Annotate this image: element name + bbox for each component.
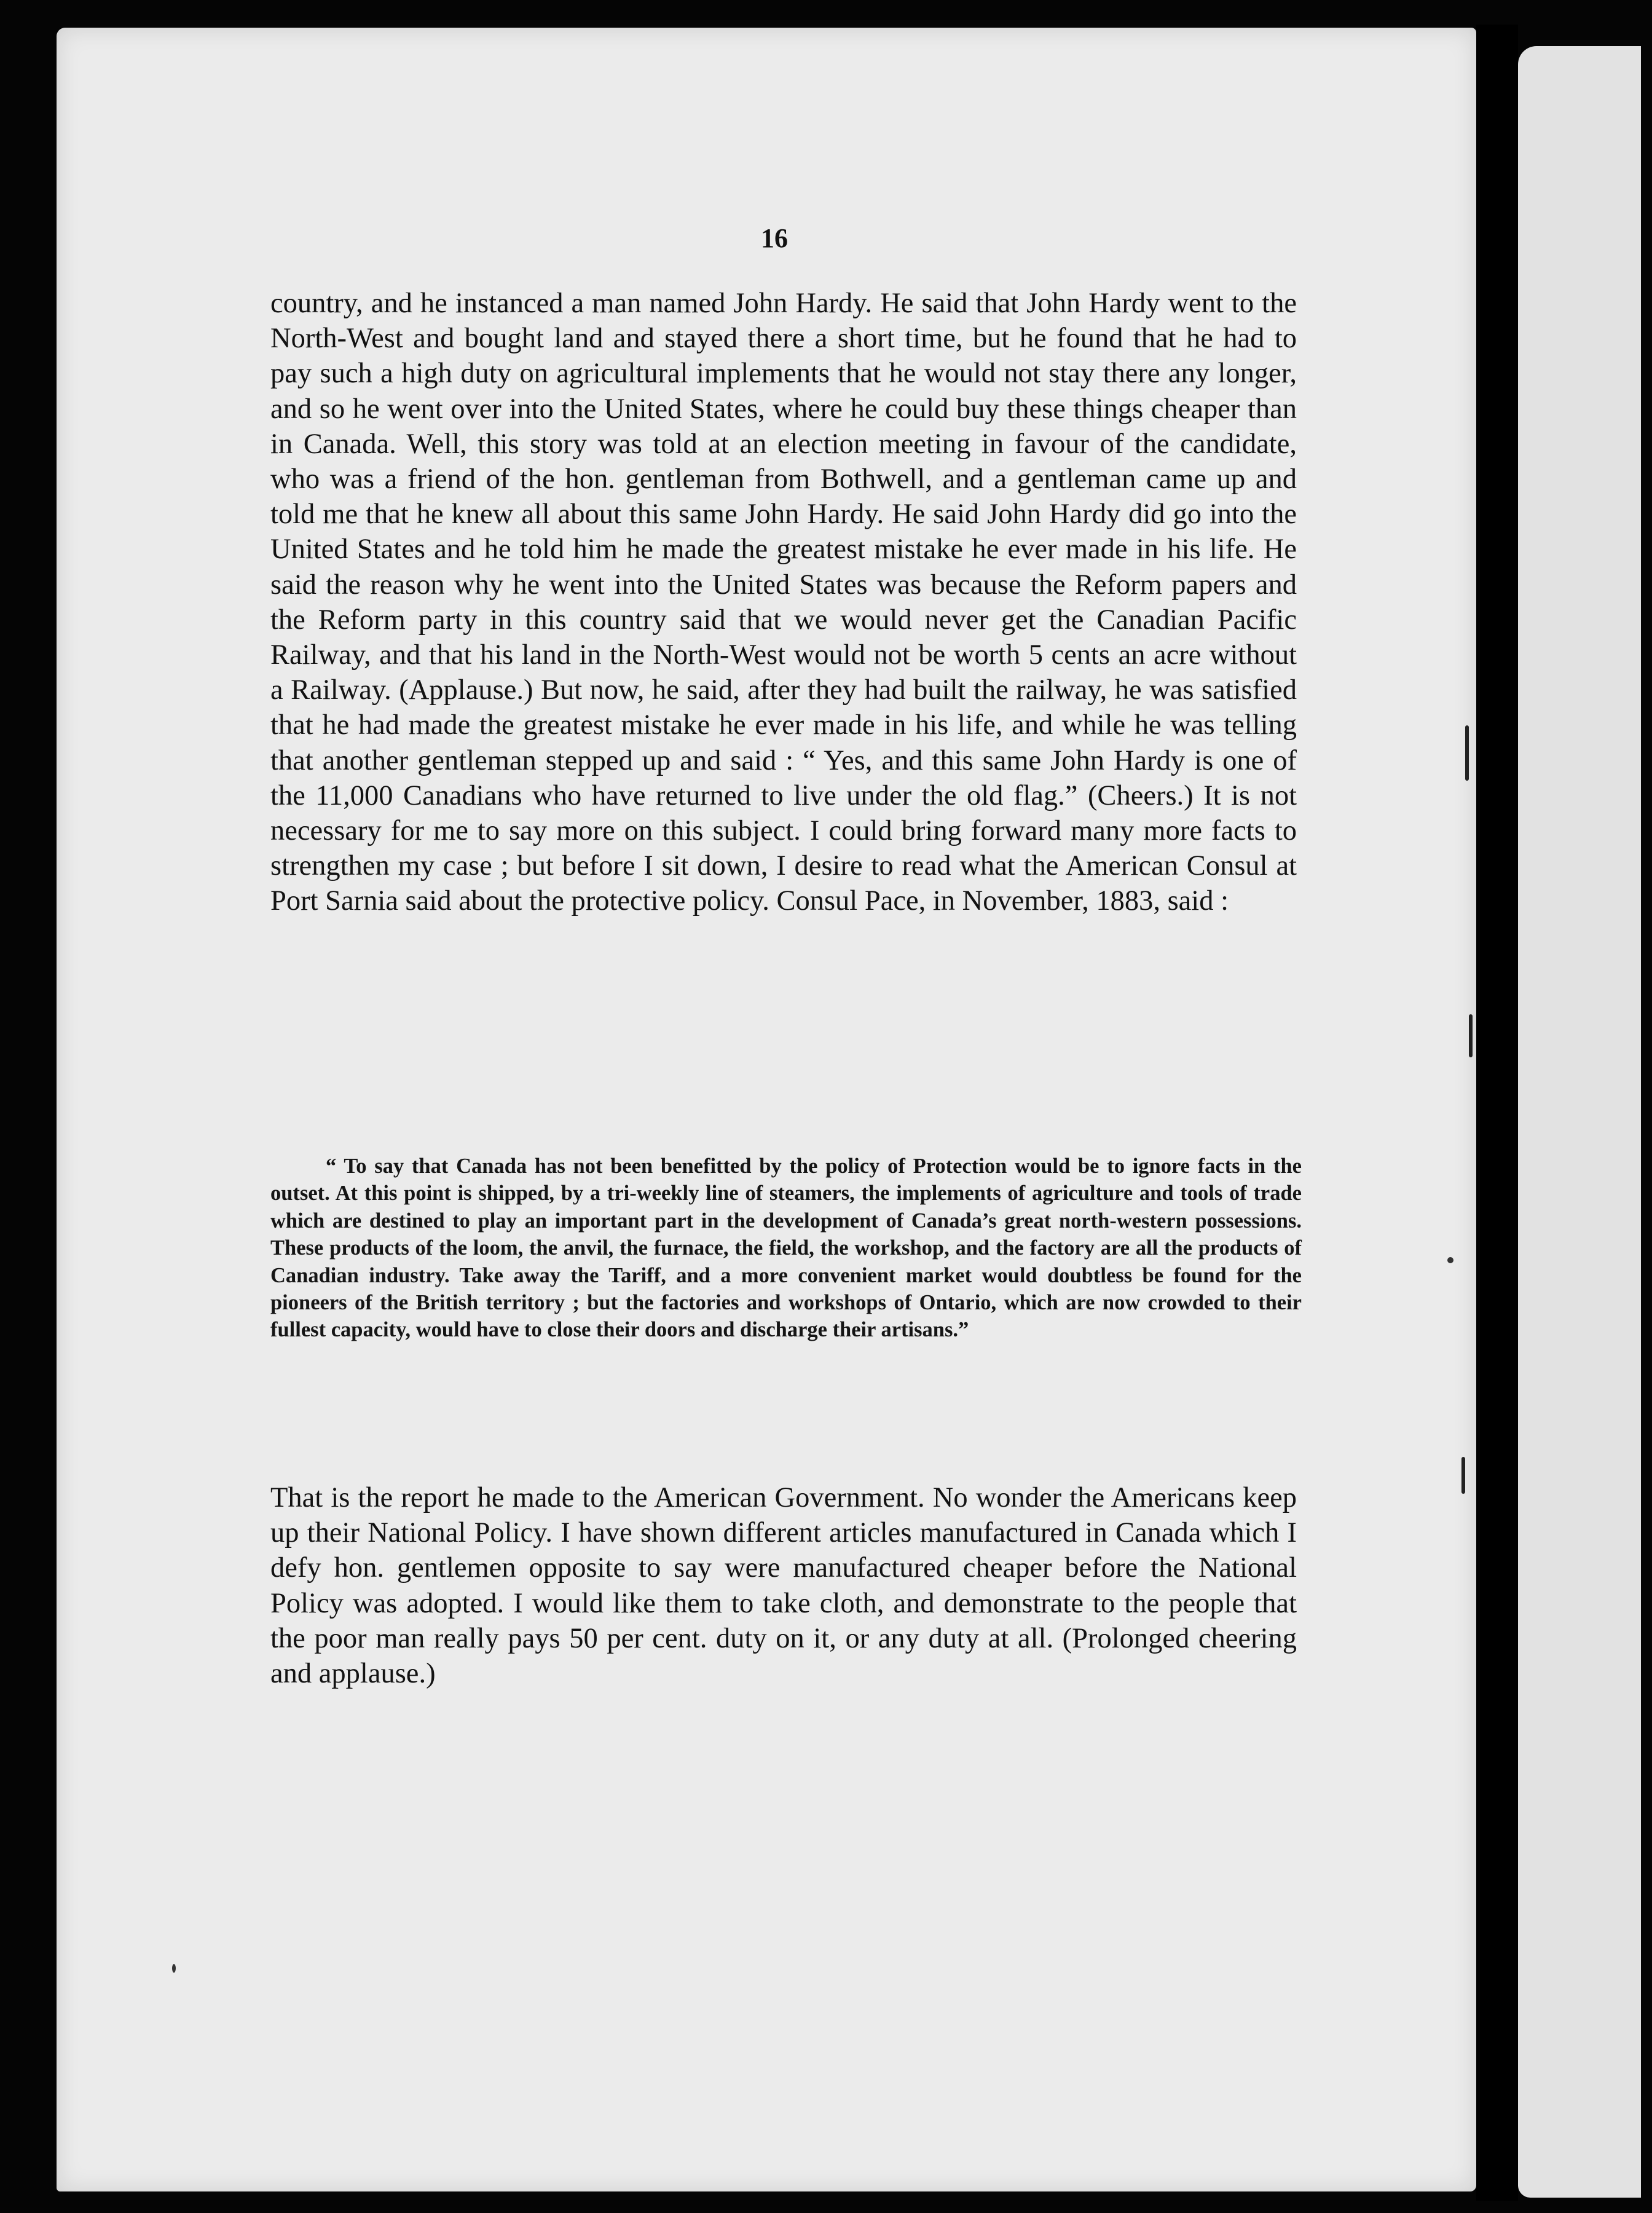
scan-speck — [172, 1964, 176, 1973]
closing-paragraph: That is the report he made to the American Government. No wonder the Americans keep up their National Policy. I have shown different articles manufactured in Canada which I defy hon. gentlemen opposite to say were manufactured cheaper before the National Policy was adopted. I would like them to take cloth, and demonstrate to the people that the poor man really pays 50 per cent. duty on it, or any duty at all. (Prolonged cheering and applause.) — [270, 1482, 1297, 1690]
scan-speck — [1447, 1257, 1453, 1263]
binding-stitch-mark — [1465, 725, 1469, 781]
binding-stitch-mark — [1461, 1457, 1465, 1494]
page-number: 16 — [761, 223, 788, 253]
block-quote: “ To say that Canada has not been benefitted by the policy of Protection would be to ignore facts in the outset. At this point is shipped, by a tri-weekly line of steamers, the implements of agriculture and tools of trade which are destined to play an important part in the development of Canada’s great north-western possessions. These products of the loom, the anvil, the furnace, the field, the workshop, and the factory are all the products of Canadian industry. Take away the Tariff, and a more convenient market would doubtless be found for the pioneers of the British territory ; but the factories and workshops of Ontario, which are now crowded to their fullest capacity, would have to close their doors and discharge their artisans.” — [270, 1154, 1302, 1342]
binding-stitch-mark — [1469, 1014, 1473, 1057]
adjacent-page-edge — [1518, 46, 1641, 2198]
binding-gutter — [1476, 25, 1518, 2201]
body-paragraph: country, and he instanced a man named John Hardy. He said that John Hardy went to the North-West and bought land and stayed there a short time, but he found that he had to pay such a high duty on agricultural implements that he would not stay there any longer, and so he went over into the United States, where he could buy these things cheaper than in Canada. Well, this story was told at an election meeting in favour of the candidate, who was a friend of the hon. gentleman from Bothwell, and a gentleman came up and told me that he knew all about this same John Hardy. He said John Hardy did go into the United States and he told him he made the greatest mistake he ever made in his life. He said the reason why he went into the United States was because the Reform papers and the Reform party in this country said that we would never get the Canadian Pacific Railway, and that his land in the North-West would not be worth 5 cents an acre without a Railway. (Applause.) But now, he said, after they had built the railway, he was satisfied that he had made the greatest mistake he ever made in his life, and while he was telling that another gentleman stepped up and said : “ Yes, and this same John Hardy is one of the 11,000 Canadians who have returned to live under the old flag.” (Cheers.) It is not necessary for me to say more on this subject. I could bring forward many more facts to strengthen my case ; but before I sit down, I desire to read what the American Consul at Port Sarnia said about the protective policy. Consul Pace, in November, 1883, said : — [270, 288, 1297, 917]
